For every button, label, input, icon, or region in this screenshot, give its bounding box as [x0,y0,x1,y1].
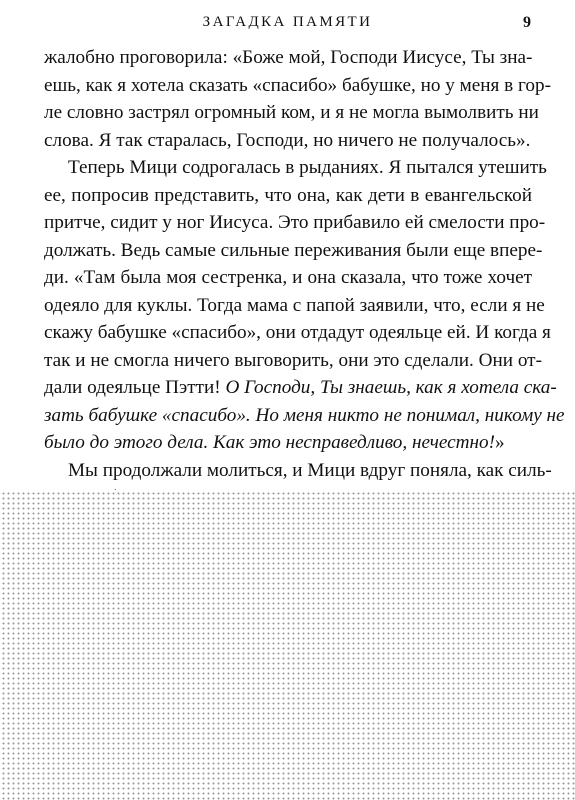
italic-text: О Господи, Ты знаешь, как я хотела ска- [220,377,557,398]
text-line: слова. Я так старалась, Господи, но ничего не получалось». [44,129,531,151]
text-line: дали одеяльце Пэтти! О Господи, Ты знаешь, как я хотела ска- [44,377,557,398]
italic-text: было до этого дела. Как это несправедливо, нечестно! [44,432,496,453]
text-line: Мы продолжали молиться, и Мици вдруг поняла, как силь- [68,459,552,481]
text-line: скажу бабушке «спасибо», они отдадут одеяльце ей. И когда я [44,322,551,343]
text-line: одеяло для куклы. Тогда мама с папой заявили, что, если я не [44,294,545,316]
text-line: ешь, как я хотела сказать «спасибо» бабушке, но у меня в гор- [44,74,551,96]
page-number: 9 [523,14,531,31]
text-line: жалобно проговорила: «Боже мой, Господи Иисусе, Ты зна- [44,47,533,68]
text-line: Теперь Мици содрогалась в рыданиях. Я пытался утешить [68,157,547,178]
text-line: ди. «Там была моя сестренка, и она сказала, что тоже хочет [44,267,532,288]
text-line [44,402,565,430]
text-line: ее, попросив представить, что она, как дети в евангельской [44,184,532,206]
dotted-overlay [0,490,575,800]
italic-text: зать бабушке «спасибо». Но меня никто не понимал, никому не [44,404,565,426]
running-header [0,14,575,38]
text-line: ле словно застрял огромный ком, и я не могла вымолвить ни [44,102,539,123]
text-line: должать. Ведь самые сильные переживания были еще впере- [44,239,543,261]
text-line: притче, сидит у ног Иисуса. Это прибавило ей смелости про- [44,212,546,233]
text-line: было до этого дела. Как это несправедливо, нечестно!» [44,432,505,453]
text-line: так и не смогла ничего выговорить, они это сделали. Они от- [44,349,542,371]
running-title: ЗАГАДКА ПАМЯТИ [202,14,373,30]
